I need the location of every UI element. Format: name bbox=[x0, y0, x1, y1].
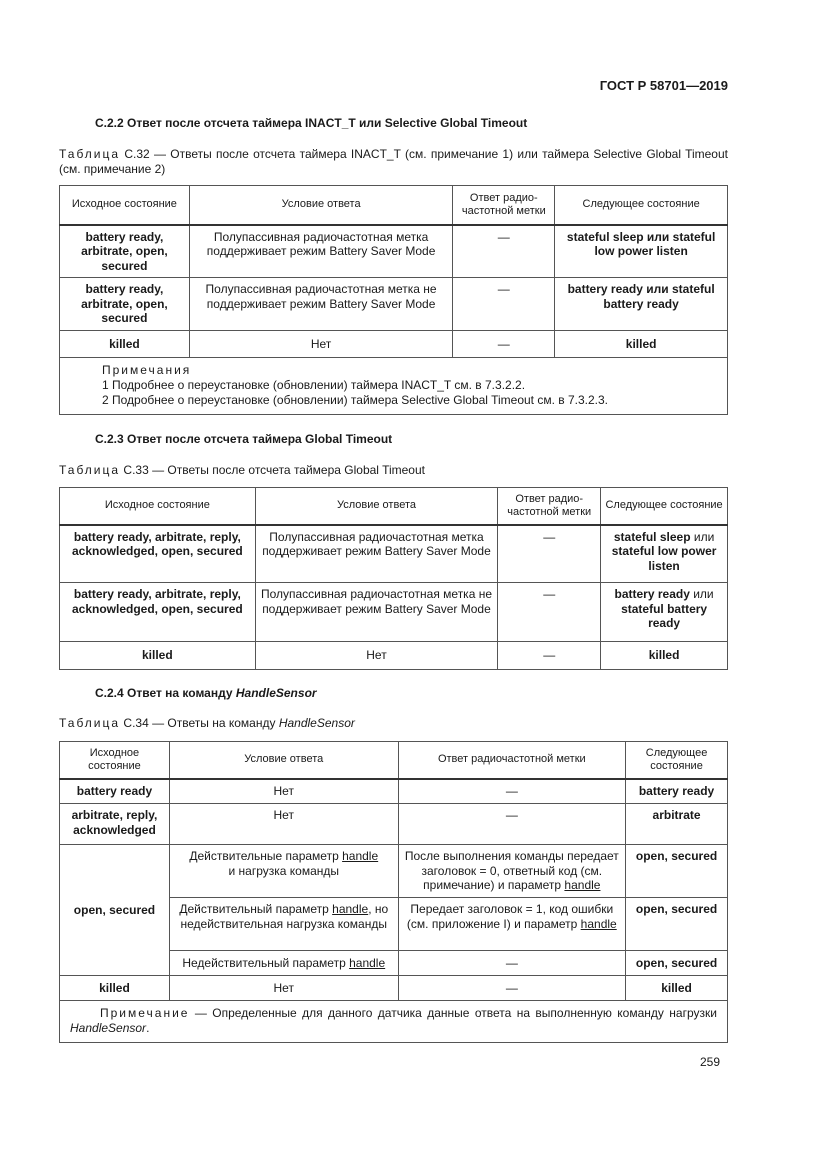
param-handle: handle bbox=[332, 902, 369, 916]
cell-condition: Полупассивная радиочастотная метка поддерживает режим Battery Saver Mode bbox=[189, 225, 453, 278]
resp-text: После выполнения команды передает заголовок = 0, ответный код (см. примечание) и параметр bbox=[404, 849, 619, 892]
cond-text: и нагрузка команды bbox=[228, 863, 339, 878]
column-header: Ответ радиочастотной метки bbox=[398, 742, 626, 779]
note-command: HandleSensor bbox=[70, 1021, 147, 1035]
param-handle: handle bbox=[342, 849, 379, 863]
cell-condition: Нет bbox=[189, 331, 453, 358]
cell-initial-state: arbitrate, reply, acknowledged bbox=[60, 804, 170, 845]
next-state-or: или bbox=[693, 587, 714, 601]
note-prefix: Примечание bbox=[100, 1006, 190, 1020]
note-item: 2 Подробнее о переустановке (обновлении) таймера Selective Global Timeout см. в 7.3.2.3. bbox=[102, 393, 608, 407]
table-row bbox=[60, 845, 728, 898]
column-header: Следующее состояние bbox=[626, 742, 728, 779]
cond-text: Действительные параметр bbox=[189, 849, 339, 863]
next-state-or: или bbox=[693, 529, 715, 544]
table-c32 bbox=[59, 185, 728, 415]
column-header: Ответ радио-частотной метки bbox=[498, 488, 601, 525]
table-row bbox=[60, 779, 728, 804]
table-row bbox=[60, 525, 728, 583]
cell-initial-state: killed bbox=[60, 976, 170, 1001]
cell-response: — bbox=[453, 331, 555, 358]
cell-condition: Нет bbox=[169, 976, 398, 1001]
column-header: Следующее состояние bbox=[601, 488, 728, 525]
cell-next-state: open, secured bbox=[626, 898, 728, 951]
cond-text: Недействительный параметр bbox=[182, 955, 346, 970]
table-header-row bbox=[60, 742, 728, 779]
caption-text: С.34 — Ответы на команду bbox=[123, 716, 276, 730]
next-state-a: stateful sleep bbox=[613, 529, 691, 544]
section-title-command: HandleSensor bbox=[235, 686, 317, 700]
table-row bbox=[60, 804, 728, 845]
cell-initial-state: battery ready bbox=[60, 779, 170, 804]
next-state-b: stateful low power listen bbox=[611, 544, 717, 573]
table-caption-c32 bbox=[59, 147, 728, 177]
notes-title: Примечания bbox=[102, 363, 192, 377]
section-title-c22: С.2.2 Ответ после отсчета таймера INACT_T или Selective Global Timeout bbox=[95, 116, 528, 130]
cell-initial-state: battery ready, arbitrate, reply, acknowledged, open, secured bbox=[60, 525, 256, 583]
cell-condition bbox=[169, 898, 398, 951]
table-row bbox=[60, 976, 728, 1001]
cell-next-state bbox=[601, 525, 728, 583]
cell-response: — bbox=[398, 951, 626, 976]
note-item: 1 Подробнее о переустановке (обновлении) таймера INACT_T см. в 7.3.2.2. bbox=[102, 378, 526, 392]
table-row bbox=[60, 642, 728, 670]
cell-condition: Нет bbox=[255, 642, 498, 670]
cell-response: — bbox=[498, 583, 601, 642]
cell-initial-state: battery ready, arbitrate, open, secured bbox=[60, 225, 190, 278]
cell-initial-state: killed bbox=[60, 642, 256, 670]
cell-initial-state: killed bbox=[60, 331, 190, 358]
cell-next-state: battery ready или stateful battery ready bbox=[555, 278, 728, 331]
table-c34 bbox=[59, 741, 728, 1043]
table-row bbox=[60, 225, 728, 278]
caption-prefix: Таблица bbox=[59, 716, 121, 730]
note-text: — Определенные для данного датчика данные ответа на выполненную команду нагрузки bbox=[194, 1006, 717, 1020]
table-row bbox=[60, 331, 728, 358]
cell-next-state: killed bbox=[555, 331, 728, 358]
table-caption-c34 bbox=[59, 716, 728, 731]
cell-condition: Полупассивная радиочастотная метка не поддерживает режим Battery Saver Mode bbox=[255, 583, 498, 642]
table-row bbox=[60, 583, 728, 642]
caption-text: С.32 — Ответы после отсчета таймера INACT_T (см. примечание 1) или таймера Selective Global Timeout (см. примечание 2) bbox=[59, 147, 728, 176]
param-handle: handle bbox=[564, 878, 601, 892]
cell-response: — bbox=[453, 225, 555, 278]
cell-next-state: stateful sleep или stateful low power listen bbox=[555, 225, 728, 278]
table-note bbox=[60, 1001, 728, 1043]
cell-condition bbox=[169, 951, 398, 976]
cell-initial-state: battery ready, arbitrate, open, secured bbox=[60, 278, 190, 331]
table-notes bbox=[60, 358, 728, 415]
table-notes-row bbox=[60, 1001, 728, 1043]
cell-next-state bbox=[601, 583, 728, 642]
table-header-row bbox=[60, 488, 728, 525]
cell-next-state: arbitrate bbox=[626, 804, 728, 845]
cell-initial-state: open, secured bbox=[60, 845, 170, 976]
column-header: Ответ радио-частотной метки bbox=[453, 186, 555, 225]
column-header: Следующее состояние bbox=[555, 186, 728, 225]
cell-initial-state: battery ready, arbitrate, reply, acknowledged, open, secured bbox=[60, 583, 256, 642]
table-row bbox=[60, 278, 728, 331]
cell-condition: Нет bbox=[169, 804, 398, 845]
cell-next-state: open, secured bbox=[626, 845, 728, 898]
table-caption-c33 bbox=[59, 463, 728, 478]
param-handle: handle bbox=[349, 955, 386, 970]
section-title-c24 bbox=[95, 686, 317, 700]
caption-command: HandleSensor bbox=[278, 716, 355, 730]
note-end: . bbox=[146, 1021, 150, 1035]
section-title-c23: С.2.3 Ответ после отсчета таймера Global Timeout bbox=[95, 432, 393, 446]
cell-response: — bbox=[398, 804, 626, 845]
column-header: Условие ответа bbox=[189, 186, 453, 225]
column-header: Условие ответа bbox=[255, 488, 498, 525]
section-title-text: С.2.4 Ответ на команду bbox=[95, 686, 233, 700]
cell-response: — bbox=[453, 278, 555, 331]
cell-next-state: battery ready bbox=[626, 779, 728, 804]
next-state-b: stateful battery ready bbox=[621, 601, 708, 630]
column-header: Исходное состояние bbox=[60, 742, 170, 779]
page-number: 259 bbox=[700, 1055, 721, 1069]
table-c33 bbox=[59, 487, 728, 670]
cell-response: — bbox=[498, 525, 601, 583]
param-handle: handle bbox=[580, 916, 617, 931]
cell-next-state: killed bbox=[626, 976, 728, 1001]
document-standard-header: ГОСТ Р 58701—2019 bbox=[599, 78, 728, 93]
table-header-row bbox=[60, 186, 728, 225]
caption-prefix: Таблица bbox=[59, 463, 121, 477]
cell-condition bbox=[169, 845, 398, 898]
cell-next-state: killed bbox=[601, 642, 728, 670]
column-header: Исходное состояние bbox=[60, 186, 190, 225]
column-header: Исходное состояние bbox=[60, 488, 256, 525]
cell-response: — bbox=[398, 976, 626, 1001]
table-notes-row bbox=[60, 358, 728, 415]
resp-text: Передает заголовок = 1, код ошибки (см. приложение I) и параметр bbox=[406, 902, 614, 931]
cell-next-state: open, secured bbox=[626, 951, 728, 976]
next-state-a: battery ready bbox=[614, 587, 690, 601]
cell-response: — bbox=[498, 642, 601, 670]
caption-prefix: Таблица bbox=[59, 147, 121, 161]
cell-response bbox=[398, 845, 626, 898]
cond-text: , но недействительная нагрузка команды bbox=[180, 902, 389, 931]
cell-condition: Полупассивная радиочастотная метка поддерживает режим Battery Saver Mode bbox=[255, 525, 498, 583]
cond-text: Действительный параметр bbox=[179, 902, 329, 916]
column-header: Условие ответа bbox=[169, 742, 398, 779]
cell-response: — bbox=[398, 779, 626, 804]
caption-text: С.33 — Ответы после отсчета таймера Global Timeout bbox=[123, 463, 425, 477]
cell-condition: Полупассивная радиочастотная метка не поддерживает режим Battery Saver Mode bbox=[189, 278, 453, 331]
cell-condition: Нет bbox=[169, 779, 398, 804]
cell-response bbox=[398, 898, 626, 951]
